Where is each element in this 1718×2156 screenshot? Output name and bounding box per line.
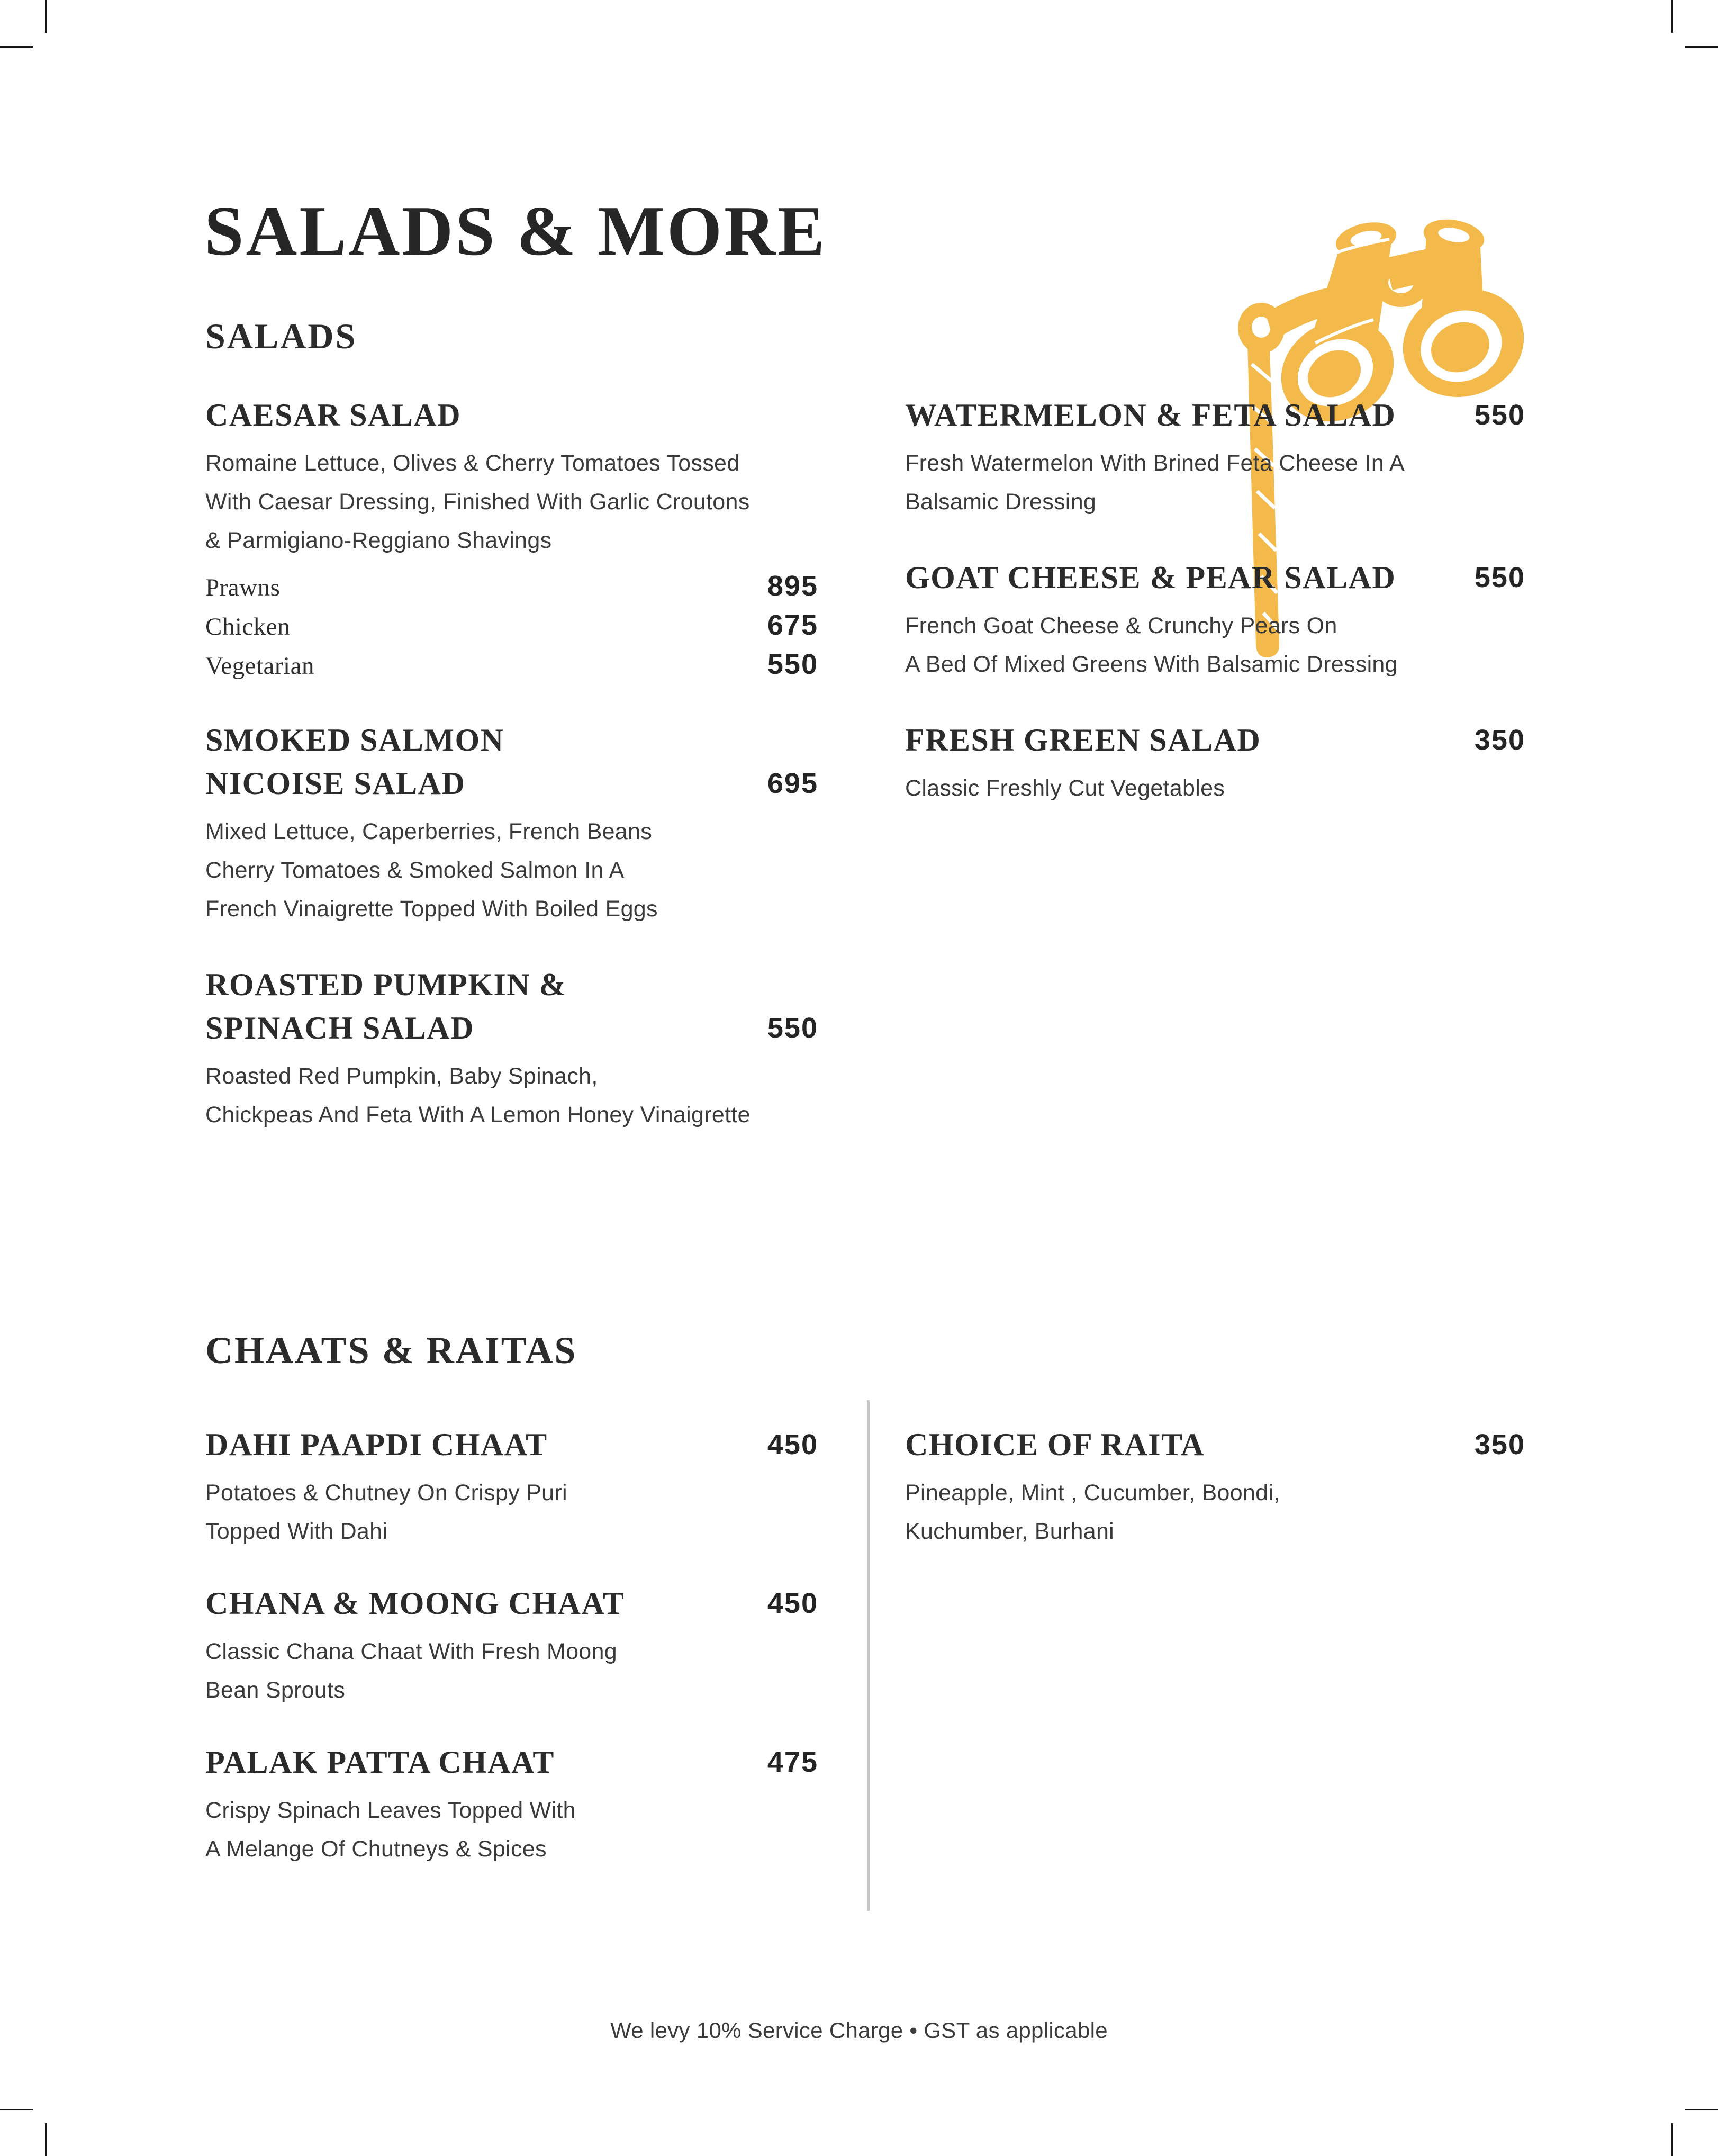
item-description: Classic Freshly Cut Vegetables — [905, 775, 1225, 801]
page-title: SALADS & MORE — [204, 192, 827, 270]
item-description: Mixed Lettuce, Caperberries, French Beans Cherry Tomatoes & Smoked Salmon In A French Vinaigrette Topped With Boiled Eggs — [205, 819, 658, 922]
menu-item-caesar-salad — [205, 393, 818, 684]
crop-mark — [1685, 46, 1718, 48]
salads-right-column — [905, 393, 1525, 842]
item-price: 475 — [767, 1746, 818, 1778]
variant-price: 550 — [767, 648, 818, 680]
item-name-line: CHANA & MOONG CHAAT — [205, 1586, 625, 1621]
salads-left-column — [205, 393, 818, 1169]
item-description: Classic Chana Chaat With Fresh Moong Bean Sprouts — [205, 1639, 617, 1703]
item-name — [205, 1582, 625, 1625]
variant-row — [205, 606, 818, 645]
item-name — [905, 393, 1396, 437]
menu-item-dahi-paapdi-chaat — [205, 1423, 818, 1551]
item-name-line: GOAT CHEESE & PEAR SALAD — [905, 560, 1396, 595]
item-description: Potatoes & Chutney On Crispy Puri Topped With Dahi — [205, 1480, 567, 1544]
item-name — [905, 718, 1261, 762]
item-name-line: SMOKED SALMON — [205, 723, 504, 757]
item-price: 550 — [1474, 562, 1525, 593]
chaats-right-column — [905, 1423, 1525, 1582]
menu-item-chana-moong-chaat — [205, 1582, 818, 1710]
crop-mark — [45, 2123, 47, 2156]
item-description: Romaine Lettuce, Olives & Cherry Tomatoes Tossed With Caesar Dressing, Finished With Garlic Croutons & Parmigiano-Reggiano Shavings — [205, 450, 750, 553]
section-heading-chaats: CHAATS & RAITAS — [205, 1329, 577, 1372]
item-price: 550 — [767, 1012, 818, 1044]
item-description: Pineapple, Mint , Cucumber, Boondi, Kuchumber, Burhani — [905, 1480, 1280, 1544]
crop-mark — [45, 0, 47, 33]
item-name-line: CHOICE OF RAITA — [905, 1427, 1205, 1462]
item-description: French Goat Cheese & Crunchy Pears On A Bed Of Mixed Greens With Balsamic Dressing — [905, 613, 1398, 677]
item-price: 695 — [767, 768, 818, 799]
menu-item-choice-of-raita — [905, 1423, 1525, 1551]
crop-mark — [1671, 2123, 1673, 2156]
menu-item-watermelon-feta-salad — [905, 393, 1525, 521]
service-charge-note: We levy 10% Service Charge • GST as applicable — [610, 2018, 1108, 2043]
item-name-line: SPINACH SALAD — [205, 1011, 474, 1045]
item-name — [205, 1423, 548, 1466]
item-price: 450 — [767, 1587, 818, 1619]
variant-price: 675 — [767, 609, 818, 641]
item-name — [905, 556, 1396, 599]
menu-item-roasted-pumpkin-spinach-salad — [205, 963, 818, 1134]
item-price: 350 — [1474, 1429, 1525, 1460]
item-price: 550 — [1474, 399, 1525, 431]
item-name — [205, 393, 461, 437]
crop-mark — [0, 2109, 33, 2110]
item-name — [905, 1423, 1205, 1466]
item-name-line: PALAK PATTA CHAAT — [205, 1745, 555, 1780]
item-name — [205, 963, 566, 1050]
section-heading-salads: SALADS — [205, 316, 357, 356]
variant-row — [205, 566, 818, 606]
item-name — [205, 718, 504, 805]
item-price: 350 — [1474, 724, 1525, 756]
menu-item-goat-cheese-pear-salad — [905, 556, 1525, 684]
item-name-line: WATERMELON & FETA SALAD — [905, 398, 1396, 432]
item-price: 450 — [767, 1429, 818, 1460]
variant-row — [205, 645, 818, 684]
variant-label: Vegetarian — [205, 652, 314, 680]
chaats-left-column — [205, 1423, 818, 1899]
item-name-line: DAHI PAAPDI CHAAT — [205, 1427, 548, 1462]
variant-price: 895 — [767, 570, 818, 602]
item-variants — [205, 566, 818, 684]
item-description: Crispy Spinach Leaves Topped With A Melange Of Chutneys & Spices — [205, 1798, 576, 1862]
menu-item-smoked-salmon-nicoise-salad — [205, 718, 818, 928]
variant-label: Prawns — [205, 574, 281, 601]
item-description: Fresh Watermelon With Brined Feta Cheese In A Balsamic Dressing — [905, 450, 1405, 515]
crop-mark — [1685, 2109, 1718, 2110]
menu-item-fresh-green-salad — [905, 718, 1525, 808]
item-name — [205, 1740, 555, 1784]
column-divider — [867, 1400, 870, 1911]
item-name-line: ROASTED PUMPKIN & — [205, 967, 567, 1002]
item-name-line: CAESAR SALAD — [205, 398, 462, 432]
menu-item-palak-patta-chaat — [205, 1740, 818, 1869]
crop-mark — [0, 46, 33, 48]
crop-mark — [1671, 0, 1673, 33]
variant-label: Chicken — [205, 613, 291, 641]
item-description: Roasted Red Pumpkin, Baby Spinach, Chickpeas And Feta With A Lemon Honey Vinaigrette — [205, 1063, 751, 1127]
item-name-line: FRESH GREEN SALAD — [905, 723, 1261, 757]
item-name-line: NICOISE SALAD — [205, 766, 466, 801]
